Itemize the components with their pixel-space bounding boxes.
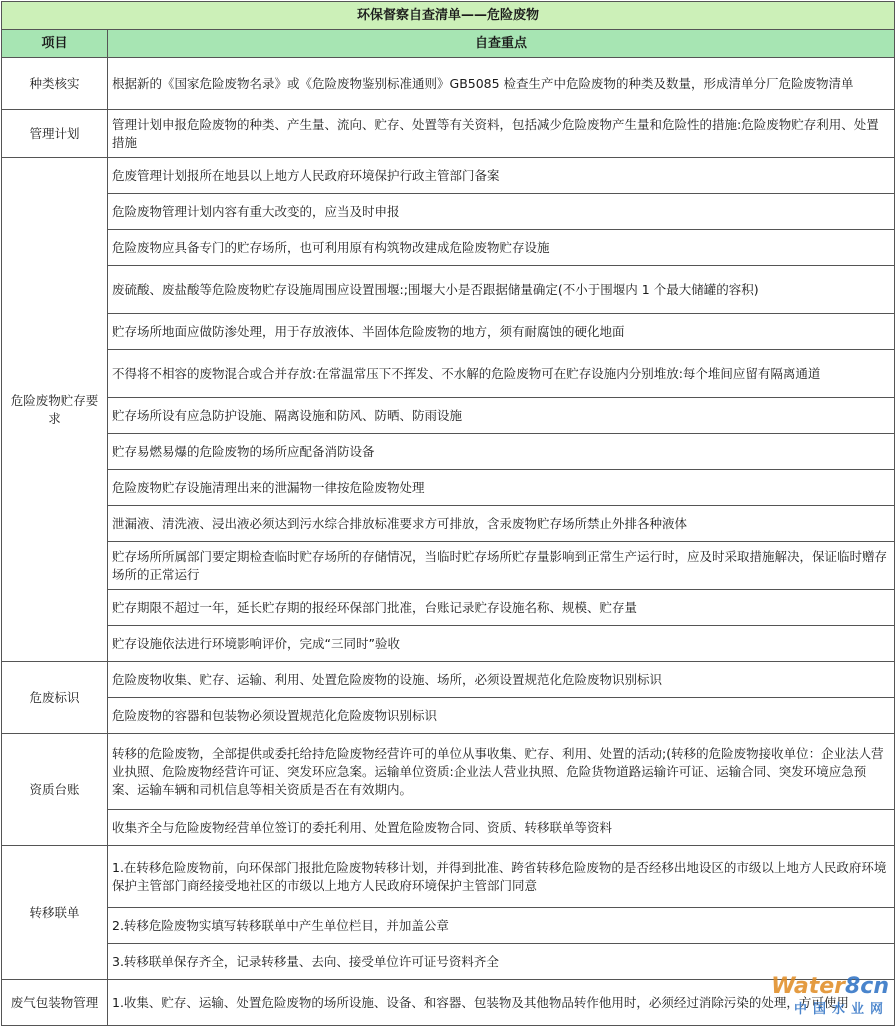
checklist-item: 1.在转移危险废物前，向环保部门报批危险废物转移计划，并得到批准、跨省转移危险废物的是否经移出地设区的市级以上地方人民政府环境保护主管部门商经接受地社区的市级以上地方人民政府环境保护主管部门同意 (108, 846, 895, 908)
watermark-cn: 中国水业网 (793, 1002, 889, 1017)
table-row (2, 266, 895, 314)
watermark-en2: 8cn (844, 974, 889, 999)
checklist-table (1, 1, 895, 1026)
table-row (2, 506, 895, 542)
table-row (2, 350, 895, 398)
category-cell: 废气包装物管理 (2, 980, 108, 1026)
checklist-item: 贮存场所地面应做防渗处理，用于存放液体、半固体危险废物的地方，须有耐腐蚀的硬化地面 (108, 314, 895, 350)
table-row (2, 110, 895, 158)
checklist-item: 不得将不相容的废物混合或合并存放:在常温常压下不挥发、不水解的危险废物可在贮存设施内分别堆放:每个堆间应留有隔离通道 (108, 350, 895, 398)
watermark-en: Water (771, 974, 845, 999)
checklist-item: 贮存设施依法进行环境影响评价，完成“三同时”验收 (108, 626, 895, 662)
table-row (2, 846, 895, 908)
table-row (2, 158, 895, 194)
category-cell: 管理计划 (2, 110, 108, 158)
checklist-item: 贮存场所所属部门要定期检查临时贮存场所的存储情况，当临时贮存场所贮存量影响到正常生产运行时，应及时采取措施解决，保证临时赠存场所的正常运行 (108, 542, 895, 590)
table-row (2, 698, 895, 734)
category-cell: 危险废物贮存要求 (2, 158, 108, 662)
table-row (2, 58, 895, 110)
table-row (2, 662, 895, 698)
table-row (2, 434, 895, 470)
table-row (2, 398, 895, 434)
table-row (2, 626, 895, 662)
table-title: 环保督察自查清单——危险废物 (2, 2, 895, 30)
table-row (2, 980, 895, 1026)
checklist-item: 3.转移联单保存齐全，记录转移量、去向、接受单位许可证号资料齐全 (108, 944, 895, 980)
table-row (2, 230, 895, 266)
checklist-item: 贮存易燃易爆的危险废物的场所应配备消防设备 (108, 434, 895, 470)
table-row (2, 314, 895, 350)
category-cell: 危废标识 (2, 662, 108, 734)
category-cell: 转移联单 (2, 846, 108, 980)
checklist-item: 危险废物管理计划内容有重大改变的，应当及时申报 (108, 194, 895, 230)
checklist-item: 危险废物的容器和包装物必须设置规范化危险废物识别标识 (108, 698, 895, 734)
table-row (2, 194, 895, 230)
table-row (2, 810, 895, 846)
table-row (2, 542, 895, 590)
table-row (2, 908, 895, 944)
checklist-item: 管理计划申报危险废物的种类、产生量、流向、贮存、处置等有关资料，包括减少危险废物产生量和危险性的措施:危险废物贮存利用、处置措施 (108, 110, 895, 158)
checklist-item: 废硫酸、废盐酸等危险废物贮存设施周围应设置围堰:;围堰大小是否跟据储量确定(不小于围堰内 1 个最大储罐的容积) (108, 266, 895, 314)
checklist-item: 根据新的《国家危险废物名录》或《危险废物鉴别标准通则》GB5085 检查生产中危险废物的种类及数量，形成清单分厂危险废物清单 (108, 58, 895, 110)
checklist-item: 泄漏液、清洗液、浸出液必须达到污水综合排放标准要求方可排放，含汞废物贮存场所禁止外排各种液体 (108, 506, 895, 542)
category-cell: 种类核实 (2, 58, 108, 110)
checklist-item: 贮存场所设有应急防护设施、隔离设施和防风、防晒、防雨设施 (108, 398, 895, 434)
checklist-item: 1.收集、贮存、运输、处置危险废物的场所设施、设备、和容器、包装物及其他物品转作他用时，必须经过消除污染的处理，方可使用 (108, 980, 895, 1026)
checklist-item: 收集齐全与危险废物经营单位签订的委托利用、处置危险废物合同、资质、转移联单等资料 (108, 810, 895, 846)
table-row (2, 590, 895, 626)
table-row (2, 944, 895, 980)
checklist-item: 2.转移危险废物实填写转移联单中产生单位栏目，并加盖公章 (108, 908, 895, 944)
checklist-item: 危险废物应具备专门的贮存场所，也可利用原有构筑物改建成危险废物贮存设施 (108, 230, 895, 266)
checklist-item: 转移的危险废物，全部提供或委托给持危险废物经营许可的单位从事收集、贮存、利用、处置的活动;(转移的危险废物接收单位：企业法人营业执照、危险废物经营许可证、突发环应急案。运输单位资质:企业法人营业执照、危险货物道路运输许可证、运输合同、突发环境应急预案、运输车辆和司机信息等相关资质是否在有效期内。 (108, 734, 895, 810)
table-row (2, 470, 895, 506)
category-cell: 资质台账 (2, 734, 108, 846)
header-focus: 自查重点 (108, 30, 895, 58)
checklist-item: 危险废物贮存设施清理出来的泄漏物一律按危险废物处理 (108, 470, 895, 506)
header-project: 项目 (2, 30, 108, 58)
checklist-item: 贮存期限不超过一年，延长贮存期的报经环保部门批准，台账记录贮存设施名称、规模、贮存量 (108, 590, 895, 626)
checklist-item: 危险废物收集、贮存、运输、利用、处置危险废物的设施、场所，必须设置规范化危险废物识别标识 (108, 662, 895, 698)
table-row (2, 734, 895, 810)
checklist-item: 危废管理计划报所在地县以上地方人民政府环境保护行政主管部门备案 (108, 158, 895, 194)
